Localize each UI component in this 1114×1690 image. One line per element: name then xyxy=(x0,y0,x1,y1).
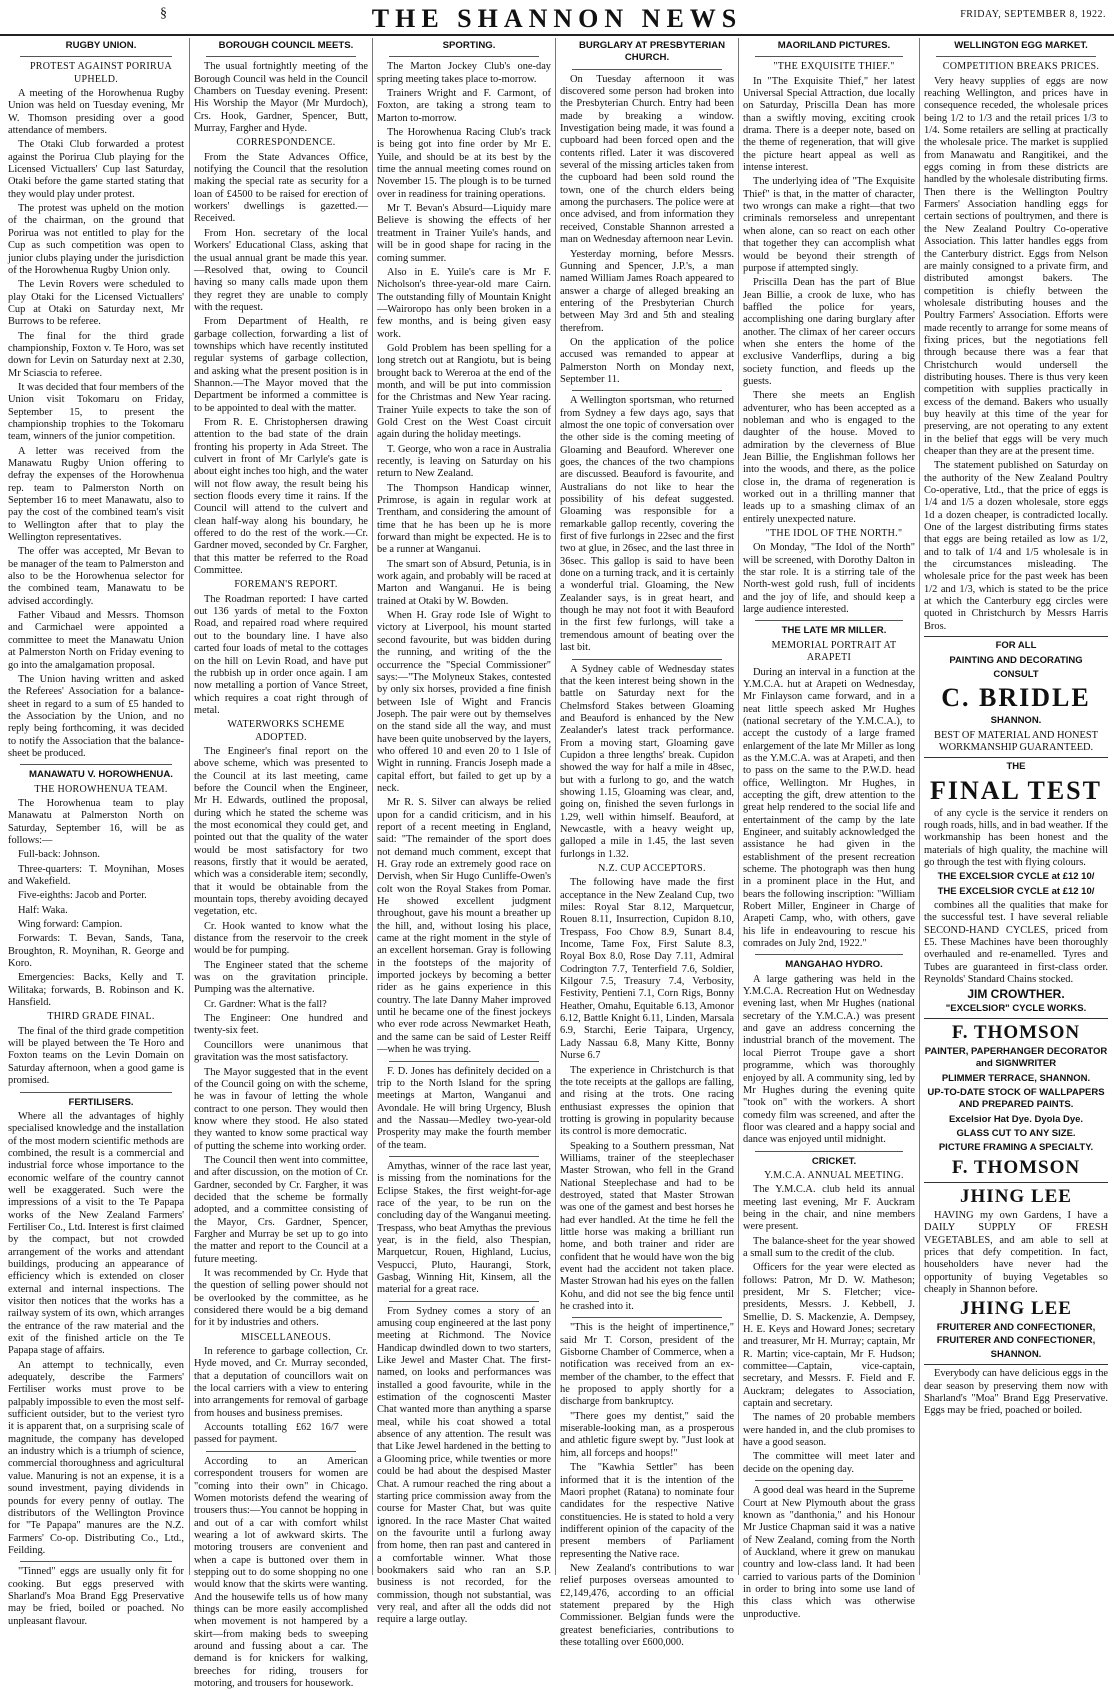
paragraph: The Mayor suggested that in the event of the Council going on with the scheme, he was in favour of letting the whole contract to one person. They would then know where they stood. He also stated they wanted to know some practical way of putting the scheme into working order. xyxy=(194,1066,368,1152)
paragraph: A Wellington sportsman, who returned from Sydney a few days ago, says that almost the one topic of conversation over the other side is the coming meeting of Gloaming and Beauford. Wherever one goes, the chances of the two champions are discussed. Beauford is favourite, and Australians do not like to hear the possibility of his defeat suggested. Gloaming was responsible for a remarkable gallop recently, covering the first of five furlongs in 22sec and the first two at glue, in 26sec, and the last three in 36sec. This gallop is said to have been done on a turning track, and it is certainly a wonderful trial. Gloaming, the New Zealander says, is in great heart, and though he may not foot it with Beauford in the first few furlongs, will take a tremendous amount of beating over the last bit. xyxy=(560,395,734,654)
masthead-ornament: § xyxy=(160,6,167,21)
column-rule xyxy=(372,38,373,1575)
advertisement-jhing-lee xyxy=(924,1182,1108,1361)
column-rule xyxy=(738,38,739,1575)
article-heading: SPORTING. xyxy=(442,40,496,51)
article-subheading: FOREMAN'S REPORT. xyxy=(234,579,338,591)
paragraph: The Otaki Club forwarded a protest against the Porirua Club playing for the Licensed Victuallers' Cup last Saturday, Otaki before the game started stating that they would play under protest. xyxy=(8,139,184,200)
ad-line: FRUITERER AND CONFECTIONER, FRUITERER AND CONFECTIONER, xyxy=(936,1322,1096,1346)
divider xyxy=(936,56,1096,57)
column-rule xyxy=(189,38,190,1575)
paragraph: A meeting of the Horowhenua Rugby Union was held on Tuesday evening, Mr W. Thomson presiding over a good attendance of members. xyxy=(8,88,184,137)
divider xyxy=(389,56,539,57)
paragraph: Also in E. Yuile's care is Mr F. Nicholson's three-year-old mare Cairn. The outstanding filly of Mountain Knight—Wairoropo has only been broken in a few months, and is being given easy work. xyxy=(377,266,551,340)
ad-line: PLIMMER TERRACE, SHANNON. xyxy=(941,1072,1091,1084)
paragraph: The Marton Jockey Club's one-day spring meeting takes place to-morrow. xyxy=(377,61,551,85)
paragraph: From Department of Health, re garbage collection, forwarding a list of townships which have recently instituted regular systems of garbage collection, and asking what the present position is in Shannon.—The Mayor moved that the Department be informed a committee is to be appointed to deal with the matter. xyxy=(194,316,368,414)
ad-headline: FINAL TEST xyxy=(930,775,1102,805)
paragraph: The final of the third grade competition will be played between the Te Horo and Foxton teams on the Levin Domain on Saturday afternoon, when a good game is promised. xyxy=(8,1025,184,1087)
divider xyxy=(755,620,903,621)
paragraph: From R. E. Christophersen drawing attention to the bad state of the drain fronting his property in Ada Street. The culvert in front of Mr Carlyle's gate is about eight inches too high, and the water will not flow away, the result being his section floods every time it rains. If the Council will attend to the culvert and clean half-way along his boundary, he offered to do the rest of the work.—Cr. Gardner moved, seconded by Cr. Fargher, that this matter be referred to the Road Committee. xyxy=(194,416,368,577)
paragraph: HAVING my own Gardens, I have a DAILY SUPPLY OF FRESH VEGETABLES, and am able to sell at prices that defy competition. In fact, householders have never had the opportunity of buying Vegetables so cheaply in Shannon before. xyxy=(924,1209,1108,1295)
divider xyxy=(755,954,903,955)
paragraph: Wing forward: Campion. xyxy=(18,919,123,931)
ad-line: CONSULT xyxy=(993,668,1039,680)
divider xyxy=(20,1092,172,1093)
paragraph: The committee will meet later and decide on the opening day. xyxy=(743,1451,915,1475)
masthead xyxy=(0,0,1114,36)
column-4 xyxy=(560,40,734,1648)
article-subheading: PROTEST AGAINST PORIRUA UPHELD. xyxy=(29,61,173,85)
paragraph: Full-back: Johnson. xyxy=(18,849,100,861)
paragraph: A large gathering was held in the Y.M.C.A. Recreation Hut on Wednesday evening last, when Mr Hughes (national secretary of the Y.M.C.A.) was present and gave an address concerning the industrial branch of the movement. The local Pierrot Troupe gave a short programme, which was thoroughly enjoyed by all. A community sing, led by Mr Hughes during the evening quite "took on" with the workers. A short comedy film was screened, and after the floor was cleared and a happy social and dance was enjoyed until midnight. xyxy=(743,973,915,1146)
divider xyxy=(20,1561,172,1562)
paragraph: combines all the qualities that make for the successful test. I have several reliable SECOND-HAND CYCLES, priced from £5. These Machines have been thoroughly overhauled and re-enamelled. Tyres and Tubes are guaranteed in first-class order. Reynolds' Standard Chains stocked. xyxy=(924,899,1108,986)
paragraph: "This is the height of impertinence," said Mr T. Corson, president of the Gisborne Chamber of Commerce, when a notification was received from an ex-member of the chamber, to the effect that he proposed to apply shortly for a discharge from bankruptcy. xyxy=(560,1322,734,1408)
paragraph: Officers for the year were elected as follows: Patron, Mr D. W. Matheson; president, Mr S. Fletcher; vice-presidents, Messrs. J. Kebbell, J. Smellie, D. S. Mackenzie, A. Dempsey, H. E. Keys and Howard Jones; secretary and treasurer, Mr H. Murray; captain, Mr R. Martin; vice-captain, Mr F. Hudson; committee—Captain, vice-captain, secretary, and Messrs. F. Field and F. Auckram; delegates to Association, captain and secretary. xyxy=(743,1262,915,1410)
paragraph: The Horowhenua team to play Manawatu at Palmerston North on Saturday, September 16, will be as follows:— xyxy=(8,797,184,846)
paragraph: On Tuesday afternoon it was discovered some person had broken into the Presbyterian Church. Entry had been made by breaking a window. Investigation being made, it was found a cupboard had been forced open and the contents rifled. Later it was discovered several of the missing articles taken from the cupboard had been sold round the town, one of the church elders being among the purchasers. The police were at once advised, and from information they received, Constable Shannon arrested a man on Wednesday afternoon near Levin. xyxy=(560,73,734,246)
paragraph: "There goes my dentist," said the miserable-looking man, as a prosperous and athletic figure swept by. "Just look at him, all forceps and hoops!" xyxy=(560,1410,734,1459)
ad-line: PAINTER, PAPERHANGER DECORATOR and SIGNWRITER xyxy=(924,1046,1108,1070)
paragraph: Amythas, winner of the race last year, is missing from the nominations for the Eclipse Stakes, the first weight-for-age race of the year, to be run on the concluding day of the Wanganui meeting. Trespass, who beat Amythas the previous year, is in the field, also Thespian, Marquetcur, Rouen, Highland, Lucius, Vespucci, Pluto, Haurangi, Stork, Gasbag, Winning Hit, Kinsem, all the material for a great race. xyxy=(377,1160,551,1296)
newspaper-title: THE SHANNON NEWS xyxy=(371,4,743,33)
article-heading: BOROUGH COUNCIL MEETS. xyxy=(218,40,354,51)
issue-date: FRIDAY, SEPTEMBER 8, 1922. xyxy=(960,9,1106,20)
divider xyxy=(572,659,722,660)
paragraph: The names of 20 probable members were handed in, and the club promises to have a good season. xyxy=(743,1412,915,1449)
paragraph: The statement published on Saturday on the authority of the New Zealand Poultry Co-operative, Ltd., that the price of eggs is 1/4 and 1/5 a dozen wholesale, store eggs 1d a dozen cheaper, is contradicted locally. One of the largest distributing firms states that eggs are being retailed as low as 1/2, and to talk of 1/4 and 1/5 wholesale is in the circumstances misleading. The wholesale price for the past week has been 1/2 and 1/3, which is stated to be the price at which the Canterbury egg circles were quoted in Christchurch by Messrs Harris Bros. xyxy=(924,460,1108,632)
ad-line: SHANNON. xyxy=(990,715,1042,727)
paragraph: An attempt to technically, even adequately, describe the Farmers' Fertiliser works must prove to be palpably impossible to even the most self-sufficient outsider, but to the veriest tyro it is apparent that, on a surprising scale of magnitude, the company has developed an industry which is a triumph of science, commercial thoroughness and agricultural value. Manuring is not an expense, it is a sound investment, paying dividends in pounds for every penny of outlay. The distributors of the Wellington Province for "Te Papapa" manures are the N.Z. Farmers' Co-op. Distributing Co., Ltd., Feilding. xyxy=(8,1359,184,1556)
paragraph: The balance-sheet for the year showed a small sum to the credit of the club. xyxy=(743,1235,915,1259)
article-subheading: THE HOROWHENUA TEAM. xyxy=(34,783,168,795)
paragraph: The Engineer's final report on the above scheme, which was presented to the Council at its last meeting, came before the Council when the Engineer, Mr H. Edwards, outlined the proposal, during which he stated the scheme was the most economical they could get, and pointed out that the quality of the water would be most satisfactory for two reasons, firstly that it would be aerated, which was a considerable item; secondly, that it would be obtainable from the mountain tops, thereby avoiding decayed vegetation, etc. xyxy=(194,745,368,918)
advertisement-bridle xyxy=(924,636,1108,754)
divider xyxy=(755,1480,903,1481)
ad-line: GLASS CUT TO ANY SIZE. xyxy=(956,1128,1076,1140)
paragraph: The Union having written and asked the Referees' Association for a balance-sheet in regard to a sum of £5 handed to the Association by the Union, and no reply being forthcoming, it was decided to notify the Association that the balance-sheet be produced. xyxy=(8,673,184,759)
ad-business-name: JHING LEE xyxy=(960,1185,1072,1207)
paragraph: The final for the third grade championship, Foxton v. Te Horo, was set down for Levin on Saturday next at 2.30, Mr Sciascia to referee. xyxy=(8,330,184,379)
ad-line: THE xyxy=(1006,761,1026,773)
article-subheading: THIRD GRADE FINAL. xyxy=(47,1011,155,1023)
ad-business-name: F. THOMSON xyxy=(951,1022,1081,1044)
paragraph: On the application of the police accused was remanded to appear at Palmerston North on Monday next, September 11. xyxy=(560,336,734,385)
paragraph: Very heavy supplies of eggs are now reaching Wellington, and prices have in consequence receded, the wholesale prices being 1/2 to 1/3 and the retail prices 1/3 to 1/4. Some retailers are selling at practically the wholesale price. The market is supplied from Manawatu and Rangitikei, and the eggs coming in from these districts are handled by the wholesale distributing firms. Then there is the Wellington Poultry Farmers' Association handling eggs for certain sections of poultrymen, and there is the New Zealand Poultry Co-operative Association. This latter handles eggs from the Canterbury district. Eggs from Nelson are mainly consigned to a private firm, and distributed amongst bakers. The competition is chiefly between the wholesale distributing houses and the Poultry Farmers' Association. Efforts were made recently to arrange for some means of fixing prices, but the negotiations fell through because there was a fear that Christchurch would undersell the distributing houses. There is thus very keen competition with supplies practically in excess of the demand. Bakers who usually buy heavily at this time of the year for preserving, are not operating to any extent in the belief that eggs will be very much cheaper than they are at the present time. xyxy=(924,75,1108,457)
column-rule xyxy=(919,38,920,1575)
paragraph: From the State Advances Office, notifying the Council that the resolution making the special rate as security for a loan of £4500 to be raised for erection of workers' dwellings is gazetted.—Received. xyxy=(194,151,368,225)
column-2 xyxy=(194,40,368,1689)
paragraph: It was decided that four members of the Union visit Tokomaru on Friday, September 15, to present the championship trophies to the Tokomaru team, winners of the junior competition. xyxy=(8,381,184,443)
paragraph: In reference to garbage collection, Cr. Hyde moved, and Cr. Murray seconded, that a deputation of councillors wait on the local carriers with a view to entering into arrangements for removal of garbage from houses and business premises. xyxy=(194,1346,368,1419)
paragraph: When H. Gray rode Isle of Wight to victory at Liverpool, his mount started second favourite, but was bidden during the running, and writing of the the occurrence the "Special Commissioner" says:—"The Molyneux Stakes, contested by only six horses, provided a fine finish between Isle of Wight and Francis Joseph. The pair were out by themselves on the stand side all the way, and must have been quite unobserved by the layers, who offered 10 and even 20 to 1 Isle of Wight in running. Francis Joseph made a capital effort, but failed to get up by a neck. xyxy=(377,610,551,794)
article-heading: MAORILAND PICTURES. xyxy=(777,40,891,51)
divider xyxy=(572,390,722,391)
paragraph: The Engineer: One hundred and twenty-six feet. xyxy=(194,1013,368,1037)
article-heading: RUGBY UNION. xyxy=(65,40,137,51)
article-heading: MANAWATU V. HOROWHENUA. xyxy=(29,769,173,781)
article-subheading: WATERWORKS SCHEME ADOPTED. xyxy=(227,719,345,743)
paragraph: Priscilla Dean has the part of Blue Jean Billie, a crook de luxe, who has baffled the police for years, accomplishing one daring burglary after another. The climax of her career occurs when she enters the home of the exclusive Vanderflips, during a big society function, and fleeds up the guests. xyxy=(743,277,915,387)
article-subheading: Y.M.C.A. ANNUAL MEETING. xyxy=(764,1169,904,1181)
divider xyxy=(20,764,172,765)
article-heading: THE LATE MR MILLER. xyxy=(781,625,887,637)
paragraph: Mr R. S. Silver can always be relied upon for a candid criticism, and in his report of a recent meeting in England, said: "The remainder of the sport does not demand much comment, except that H. Gray rode an extremely good race on Dervish, when Sir Hugo Cunliffe-Owen's colt won the Royal Stakes from Pomar. He showed excellent judgment throughout, gave his mount a breather up the hill, and, without losing his place, came at the right moment in the style of an excellent horseman. Gray is following in the footsteps of the majority of imported jockeys by becoming a better rider as he gains experience in this country. The late Danny Maher improved until he became one of the finest jockeys who ever rode across Newmarket Heath, and the same can be said of Lester Reiff—when he was trying. xyxy=(377,797,551,1056)
ad-business-name: F. THOMSON xyxy=(951,1156,1081,1178)
column-5 xyxy=(743,40,915,1620)
paragraph: There she meets an English adventurer, who has been accepted as a nobleman and who is engaged to the daughter of the house. Moved to admiration by the cleverness of Blue Jean Billie, the Englishman follows her into the woods, and there, as the police close in, the drama of regeneration is worked out in a thrilling manner that leads up to a smashing climax of an entirely unexpected nature. xyxy=(743,390,915,525)
article-subheading: "THE IDOL OF THE NORTH." xyxy=(765,528,903,540)
paragraph: Speaking to a Southern pressman, Nat Williams, trainer of the steeplechaser Master Strowan, who fell in the Grand National Steeplechase and had to be destroyed, stated that Master Strowan was one of the gamest and best horses he had ever handled. At the time he fell the little horse was making a brilliant run home, and both trainer and rider are confident that he would have won the big event had the accident not taken place. Master Strowan had his eyes on the fallen Kohu, and did not see the big fence until he crashed into it. xyxy=(560,1140,734,1313)
article-heading: WELLINGTON EGG MARKET. xyxy=(954,40,1088,51)
divider xyxy=(206,1451,356,1452)
paragraph: Where all the advantages of highly specialised knowledge and the installation of the most modern scientific methods are combined, the result is a commercial and industrial force whose importance to the economic welfare of the country cannot well be exaggerated. Such were the impressions of a visit to the Te Papapa works of the New Zealand Farmers' Fertiliser Co., Ltd. Interest is first claimed by the compact, but not crowded arrangement of the works and attendant buildings, producing an appearance of efficiency which is extended on closer external and internal inspections. The visitor then notices that the works has a railway system of its own, which arranges the entrance of the raw material and the exit of the finished article on the Te Papapa stage of affairs. xyxy=(8,1110,184,1357)
ad-line: SHANNON. xyxy=(990,1348,1042,1360)
article-subheading: MEMORIAL PORTRAIT AT ARAPETI xyxy=(771,639,897,664)
paragraph: Three-quarters: T. Moynihan, Moses and Wakefield. xyxy=(8,863,184,887)
paragraph: The offer was accepted, Mr Bevan to be manager of the team to Palmerston and also to be the Horowhenua selector for the combined team, Manawatu to be advised accordingly. xyxy=(8,546,184,607)
paragraph: The smart son of Absurd, Petunia, is in work again, and probably will be raced at Marton and Wanganui. He is being trained at Otaki by W. Bowden. xyxy=(377,558,551,607)
divider xyxy=(755,56,903,57)
article-subheading: N.Z. CUP ACCEPTORS. xyxy=(598,863,706,874)
paragraph: From Sydney comes a story of an amusing coup engineered at the last pony meeting at Richmond. The Novice Handicap dwindled down to two starters, Like Jewel and Master Chat. The first-named, on looks and performances was installed a good favourite, while in the estimation of the cognoscenti Master Chat wanted more than anything a sparse meal, while his coat showed a total absence of any attention. The result was that Like Jewel hardened in the betting to a Glooming price, while twenties or more could be had about the despised Master Chat. A rumour reached the ring about a starting price commission away from the course for Master Chat, but was quite ignored. In the race Master Chat waited on the favourite until a furlong away from home, then ran past and cantered in a comfortable winner. What those bookmakers said who ran an S.P. business is not recorded, for the commission, though not substantial, was very real, and after all the odds did not require a large outlay. xyxy=(377,1305,551,1626)
paragraph: According to an American correspondent trousers for women are "coming into their own" in Chicago. Women motorists defend the wearing of trousers thus:—You cannot be hopping in and out of a car with comfort whilst wearing a lot of awkward skirts. The motoring trousers are convenient and when a cape is buttoned over them in stepping out to do some shopping no one would know that the skirts were wanting. And the housewife tells us of how many things can be more easily accomplished when movement is not hampered by a skirt—from making beds to sweeping around and fussing about a car. The demand is for knickers for walking, breeches for riding, trousers for motoring, and trousers for housework. xyxy=(194,1455,368,1689)
paragraph: The following have made the first acceptance in the New Zealand Cup, two miles: Royal Star 8.12, Marquetcur, Rouen 8.11, Insurrection, Cupidon 8.10, Trespass, Foo Chow 8.9, Sunart 8.4, Income, Tame Fox, First Salute 8.3, Royal Box 8.0, Rose Day 7.11, Admiral Codrington 7.7, Tenterfield 7.6, Soldier, Kilgour 7.5, Treasury 7.4, Verbosity, Festivity, Pentieni 7.1, Corn Rigs, Bonny Heather, Omahu, Equitable 6.13, Amonor 6.12, Battle Knight 6.11, Linden, Marsala 6.9, Starchi, Eerie Taipara, Urgency, Lady Nassau 6.8, Many Kitte, Bonny Nurse 6.7 xyxy=(560,877,734,1062)
paragraph: Councillors were unanimous that gravitation was the most satisfactory. xyxy=(194,1039,368,1064)
article-subheading: MISCELLANEOUS. xyxy=(240,1331,332,1343)
divider xyxy=(572,69,722,70)
paragraph: The experience in Christchurch is that the tote receipts at the gallops are falling, and rising at the trots. One racing enthusiast expresses the opinion that trotting is growing in popularity because its control is more democratic. xyxy=(560,1064,734,1138)
paragraph: The Engineer stated that the scheme was on the gravitation principle. Pumping was the alternative. xyxy=(194,959,368,996)
ad-line: UP-TO-DATE STOCK OF WALLPAPERS AND PREPARED PAINTS. xyxy=(927,1087,1105,1111)
advertisement-moa-eggs xyxy=(924,1364,1108,1417)
paragraph: The Roadman reported: I have carted out 136 yards of metal to the Foxton Road, and repaired road where required out to the boundary line. I have also carted four loads of metal to the cottages on the hill on Levin Road, and have put the rubbish up in order once again. I am now metalling a portion of Vance Street, which requires a coat right through of metal. xyxy=(194,593,368,716)
paragraph: The Y.M.C.A. club held its annual meeting last evening, Mr F. Auckram being in the chair, and nine members were present. xyxy=(743,1184,915,1233)
paragraph: New Zealand's contributions to war relief purposes overseas amounted to £2,149,476, according to an official statement prepared by the High Commissioner. Belgian funds were the greatest beneficiaries, contributions to these totalling over £600,000. xyxy=(560,1562,734,1648)
paragraph: Yesterday morning, before Messrs. Gunning and Spencer, J.P.'s, a man named William James Roach appeared to answer a charge of alleged breaking an entering of the Presbyterian Church between May 3rd and 5th and stealing therefrom. xyxy=(560,248,734,334)
divider xyxy=(389,1301,539,1302)
paragraph: "Tinned" eggs are usually only fit for cooking. But eggs preserved with Sharland's Moa Brand Egg Preservative may be fried, boiled or poached. No unpleasant flavour. xyxy=(8,1566,184,1627)
paragraph: The usual fortnightly meeting of the Borough Council was held in the Council Chambers on Tuesday evening. Present: His Worship the Mayor (Mr Murdoch), Crs. Hook, Gardner, Spencer, Butt, Murray, Fargher and Hyde. xyxy=(194,61,368,135)
paragraph: The Horowhenua Racing Club's track is being got into fine order by Mr E. Yuile, and should be at its best by the time the annual meeting comes round on November 15. The plough is to be turned over in readiness for training operations. xyxy=(377,127,551,200)
ad-line: FOR ALL xyxy=(995,640,1037,652)
article-subheading: COMPETITION BREAKS PRICES. xyxy=(942,61,1100,73)
paragraph: T. George, who won a race in Australia recently, is leaving on Saturday on his return to New Zealand. xyxy=(377,443,551,480)
divider xyxy=(20,56,172,57)
article-subheading: "THE EXQUISITE THIEF." xyxy=(773,61,895,73)
divider xyxy=(755,1151,903,1152)
article-heading: MANGAHAO HYDRO. xyxy=(785,959,883,971)
paragraph: Mr T. Bevan's Absurd—Liquidy mare Believe is showing the effects of her treatment in Trainer Yuile's hands, and will be in good shape for racing in the coming summer. xyxy=(377,203,551,264)
column-rule xyxy=(555,38,556,1575)
paragraph: of any cycle is the service it renders on rough roads, hills, and in bad weather. If the workmanship has been honest and the materials of high quality, the machine will go through the test with flying colours. xyxy=(924,807,1108,868)
advertisement-final-test xyxy=(924,757,1108,1015)
paragraph: A letter was received from the Manawatu Rugby Union offering to defray the expenses of the Horowhenua rep. team to Palmerston North on September 16 to meet Manawatu, also to pay the cost of the combined team's visit to Wellington after that to play the Wellington representatives. xyxy=(8,445,184,544)
paragraph: Cr. Hook wanted to know what the distance from the reservoir to the creek would be for pumping. xyxy=(194,920,368,957)
ad-line: "EXCELSIOR" CYCLE WORKS. xyxy=(945,1002,1087,1014)
ad-line: PICTURE FRAMING A SPECIALTY. xyxy=(938,1142,1094,1154)
column-3 xyxy=(377,40,551,1626)
paragraph: Half: Waka. xyxy=(18,904,68,916)
paragraph: The "Kawhia Settler" has been informed that it is the intention of the Maori prophet (Ratana) to nominate four candidates for the respective Native constituencies. He is stated to hold a very indifferent opinion of the capacity of the present members of Parliament representing the Native race. xyxy=(560,1462,734,1560)
ad-line: THE EXCELSIOR CYCLE at £12 10/ xyxy=(937,871,1095,883)
paragraph: A Sydney cable of Wednesday states that the keen interest being shown in the battle on Saturday next for the Chelmsford Stakes between Gloaming and Beauford is enhanced by the New Zealander's latest track performance. From a moving start, Gloaming gave Cupidon a three lengths' break. Cupidon showed the way for half a mile in 48sec, but with a furlong to go, and the watch showing 1.15, Gloaming was clear, and, going on, finished the seven furlongs in 1.29, well within himself. Beauford, at Newcastle, with a heavy weight up, galloped a mile in 1.45, the last seven furlongs in 1.32. xyxy=(560,663,734,860)
paragraph: During an interval in a function at the Y.M.C.A. hut at Arapeti on Wednesday, Mr Finlayson came forward, and in a neat little speech asked Mr Hughes (national secretary of the Y.M.C.A.), to accept the custody of a large framed enlargement of the late Mr Miller as long as the Y.M.C.A. was at Arapeti, and then to pass on the same to the P.W.D. head office, Wellington. Mr Hughes, in accepting the gift, drew attention to the great help rendered to the social life and entertainment of the camp by the late Engineer, and suitably acknowledged the assistance he had given in the establishment of the present recreation scheme. The photograph was then hung in a prominent place in the Hut, and bears the following inscription: "William Robert Miller, Engineer in Charge of Arapeti Camp, who, with others, gave his life in endeavouring to rescue his comrades on July 2nd, 1922." xyxy=(743,666,915,950)
column-6 xyxy=(924,40,1108,1575)
advertisement-thomson xyxy=(924,1018,1108,1179)
divider xyxy=(389,1156,539,1157)
paragraph: On Monday, "The Idol of the North" will be screened, with Dorothy Dalton in the star role. It is a stirring tale of the North-west gold rush, full of incidents and the joy of life, and should keep a large audience interested. xyxy=(743,542,915,616)
paragraph: It was recommended by Cr. Hyde that the question of selling power should not be overlooked by the committee, as he considered there would be a big demand for it by industries and others. xyxy=(194,1268,368,1329)
paragraph: Five-eighths: Jacob and Porter. xyxy=(18,890,147,902)
article-heading: FERTILISERS. xyxy=(68,1096,134,1108)
column-1 xyxy=(8,40,184,1627)
paragraph: Forwards: T. Bevan, Sands, Tana, Broughton, R. Moynihan, R. George and Koro. xyxy=(8,933,184,970)
ad-line: BEST OF MATERIAL AND HONEST WORKMANSHIP GUARANTEED. xyxy=(934,729,1098,753)
paragraph: The Levin Rovers were scheduled to play Otaki for the Licensed Victuallers' Cup at Otaki on Saturday next, Mr Burrows to be referee. xyxy=(8,279,184,328)
ad-line: PAINTING AND DECORATING xyxy=(949,654,1083,666)
paragraph: From Hon. secretary of the local Workers' Educational Class, asking that the usual annual grant be made this year.—Resolved that, owing to Council having so many calls made upon them they regret they are unable to comply with the request. xyxy=(194,227,368,313)
paragraph: The underlying idea of "The Exquisite Thief" is that, in the matter of character, two wrongs can make a right—that two criminals remorseless and unrepentant when alone, can so react on each other that together they can accomplish what would be beyond their strength of purpose if attempted singly. xyxy=(743,176,915,274)
article-subheading: CORRESPONDENCE. xyxy=(236,137,336,149)
ad-line: THE EXCELSIOR CYCLE at £12 10/ xyxy=(937,885,1095,897)
ad-business-name: JIM CROWTHER. xyxy=(967,987,1065,1002)
article-heading: BURGLARY AT PRESBYTERIAN CHURCH. xyxy=(578,40,726,64)
paragraph: The protest was upheld on the motion of the chairman, on the ground that Porirua was not entitled to play for the Cup as such competition was open to junior clubs playing under the jurisdiction of the Horowhenua Rugby Union only. xyxy=(8,203,184,276)
paragraph: Trainers Wright and F. Carmont, of Foxton, are taking a strong team to Marton to-morrow. xyxy=(377,88,551,124)
paragraph: Emergencies: Backs, Kelly and T. Wilitaka; forwards, B. Robinson and K. Hansfield. xyxy=(8,972,184,1009)
paragraph: The Thompson Handicap winner, Primrose, is again in regular work at Trentham, and considering the amount of time that he has been up he is more forward than might be expected. He is to be a runner at Wanganui. xyxy=(377,482,551,556)
divider xyxy=(206,56,356,57)
divider xyxy=(389,1061,539,1062)
paragraph: Accounts totalling £62 16/7 were passed for payment. xyxy=(194,1422,368,1446)
paragraph: Gold Problem has been spelling for a long stretch out at Rangiotu, but is being brought back to Wereroa at the end of the month, and will be put into commission for the Christmas and New Year racing. Trainer Yuile expects to take the son of Gold Crest on the West Coast circuit again during the holiday meetings. xyxy=(377,342,551,441)
paragraph: F. D. Jones has definitely decided on a trip to the North Island for the spring meetings at Marton, Wanganui and Avondale. He will bring Urgency, Blush and the Nassau—Medley two-year-old Prosperity may make the fourth member of the team. xyxy=(377,1065,551,1151)
paragraph: Cr. Gardner: What is the fall? xyxy=(204,998,327,1010)
divider xyxy=(572,1317,722,1318)
ad-business-name: C. BRIDLE xyxy=(941,683,1091,713)
paragraph: Everybody can have delicious eggs in the dear season by preserving them now with Sharland's "Moa" Brand Egg Preservative. Eggs may be fried, poached or boiled. xyxy=(924,1368,1108,1417)
ad-line: Excelsior Hat Dye. Dyola Dye. xyxy=(948,1113,1084,1125)
article-heading: CRICKET. xyxy=(811,1155,857,1167)
paragraph: A good deal was heard in the Supreme Court at New Plymouth about the grass known as "danthonia," and his Honour Mr Justice Chapman said it was a native of New Zealand, coming from the North of Auckland, where it grew on manukau country and low-class land. It had been carried to various parts of the Dominion in order to bring into some use land of this class which was otherwise unproductive. xyxy=(743,1485,915,1620)
paragraph: Father Vibaud and Messrs. Thomson and Carmichael were appointed a committee to meet the Manawatu Union at Palmerston North on Friday evening to go into the amalgamation proposal. xyxy=(8,610,184,671)
paragraph: The Council then went into committee, and after discussion, on the motion of Cr. Gardner, seconded by Cr. Fargher, it was decided that the scheme be formally adopted, and a committee consisting of the Mayor, Crs. Gardner, Spencer, Fargher and Murray be set up to go into the matter and report to the Council at a future meeting. xyxy=(194,1154,368,1265)
paragraph: In "The Exquisite Thief," her latest Universal Special Attraction, due locally on Saturday, Priscilla Dean has more than a swiftly moving, exciting crook drama. There is a deeper note, based on the theme of regeneration, that will give the picture heart appeal as well as intense interest. xyxy=(743,75,915,174)
ad-business-name: JHING LEE xyxy=(960,1298,1072,1320)
